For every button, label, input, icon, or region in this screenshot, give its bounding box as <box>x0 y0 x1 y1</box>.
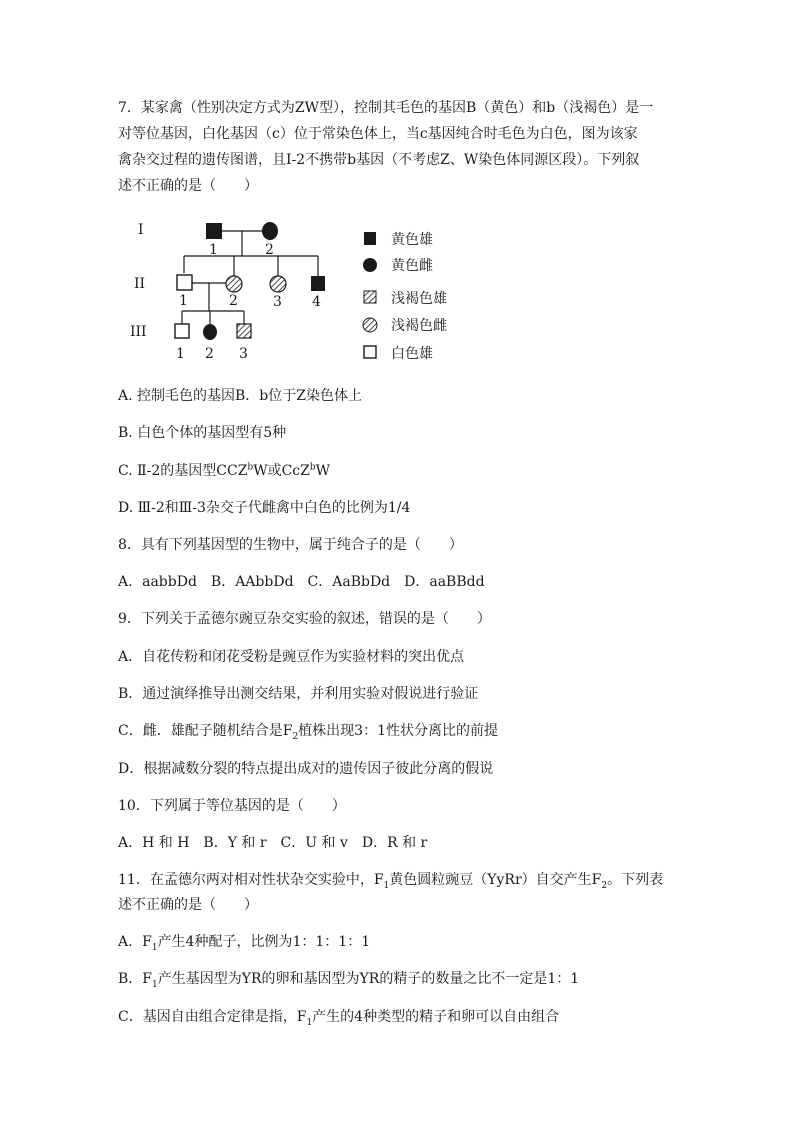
generation-label-1: I <box>138 222 144 238</box>
question-7-stem <box>118 95 678 199</box>
legend-symbol-light-brown-female <box>363 318 377 332</box>
gen2-female-light-brown <box>270 276 286 292</box>
superscript: b <box>247 462 254 473</box>
gen2-male-yellow <box>311 276 325 291</box>
superscript: b <box>309 462 316 473</box>
question-9-stem: 9．下列关于孟德尔豌豆杂交实验的叙述，错误的是（ ） <box>118 611 491 627</box>
question-9-option-b: B．通过演绎推导出测交结果，并利用实验对假说进行验证 <box>118 686 479 702</box>
gen2-number: 2 <box>229 293 238 309</box>
option-text: 植株出现3：1性状分离比的前提 <box>298 723 498 739</box>
subscript: 1 <box>152 979 158 990</box>
question-8-stem: 8．具有下列基因型的生物中，属于纯合子的是（ ） <box>118 537 463 553</box>
stem-text: 。下列表 <box>607 872 664 888</box>
stem-text: 黄色圆粒豌豆（YyRr）自交产生F <box>389 872 602 888</box>
subscript: 1 <box>306 1017 313 1028</box>
gen3-number: 1 <box>176 346 185 362</box>
question-7-line: 对等位基因，白化基因（c）位于常染色体上，当c基因纯合时毛色为白色，图为该家 <box>118 126 638 142</box>
question-11-option-b <box>118 970 579 988</box>
gen1-male-yellow <box>206 223 222 239</box>
legend-symbol-white-male <box>364 346 376 358</box>
option-text: C．雌．雄配子随机结合是F <box>118 723 293 739</box>
question-9-option-a: A．自花传粉和闭花受粉是豌豆作为实验材料的突出优点 <box>118 649 465 665</box>
legend-label: 白色雄 <box>391 346 433 362</box>
legend-label: 黄色雌 <box>391 258 433 274</box>
question-11-option-a <box>118 933 370 951</box>
option-text: W或CcZ <box>253 463 310 479</box>
pedigree-chart <box>118 208 478 368</box>
question-9-option-d: D．根据减数分裂的特点提出成对的遗传因子彼此分离的假说 <box>118 761 494 777</box>
gen2-male-white <box>177 275 192 290</box>
option-text: 产生的4种类型的精子和卵可以自由组合 <box>312 1009 560 1025</box>
question-7-line: 7．某家禽（性别决定方式为ZW型），控制其毛色的基因B（黄色）和b（浅褐色）是一 <box>118 100 654 116</box>
question-10-options: A．H 和 H B．Y 和 r C．U 和 v D．R 和 r <box>118 835 428 851</box>
option-text: A．F <box>118 934 152 950</box>
question-7-line: 禽杂交过程的遗传图谱，且Ⅰ-2不携带b基因（不考虑Z、W染色体同源区段）。下列叙 <box>118 152 640 168</box>
question-10-stem: 10．下列属于等位基因的是（ ） <box>118 798 346 814</box>
generation-label-3: III <box>130 324 147 340</box>
question-8-options: A．aabbDd B．AAbbDd C．AaBbDd D．aaBBdd <box>118 574 485 590</box>
question-7-option-d: D. Ⅲ-2和Ⅲ-3杂交子代雌禽中白色的比例为1/4 <box>118 500 411 516</box>
legend-label: 浅褐色雄 <box>391 291 447 307</box>
stem-text: 11．在孟德尔两对相对性状杂交实验中，F <box>118 872 384 888</box>
subscript: 2 <box>292 731 299 742</box>
legend-label: 黄色雄 <box>391 232 433 248</box>
gen1-number: 2 <box>265 242 274 258</box>
question-11-stem-line-1 <box>118 871 663 889</box>
generation-label-2: II <box>134 276 146 292</box>
legend-symbol-light-brown-male <box>364 291 376 303</box>
subscript: 2 <box>601 880 608 891</box>
question-9-option-c <box>118 722 498 740</box>
gen1-female-yellow <box>262 222 278 240</box>
gen2-number: 1 <box>179 293 188 309</box>
legend-symbol-yellow-male <box>364 232 376 245</box>
gen2-number: 4 <box>312 294 321 310</box>
option-text: B．F <box>118 971 153 987</box>
gen3-female-yellow <box>203 324 217 340</box>
question-7-option-b: B. 白色个体的基因型有5种 <box>118 425 287 441</box>
gen2-female-light-brown <box>226 276 242 292</box>
gen3-male-light-brown <box>237 324 251 338</box>
subscript: 1 <box>151 942 158 953</box>
gen3-number: 2 <box>205 346 214 362</box>
question-7-line: 述不正确的是（ ） <box>118 178 258 194</box>
gen1-number: 1 <box>209 242 218 258</box>
gen2-number: 3 <box>273 294 282 310</box>
option-text: 产生基因型为YR的卵和基因型为YR的精子的数量之比不一定是1：1 <box>157 971 580 987</box>
pedigree-lines <box>182 231 318 324</box>
option-text: C. Ⅱ-2的基因型CCZ <box>118 463 248 479</box>
option-text: W <box>315 463 331 479</box>
question-7-option-c <box>118 462 330 480</box>
gen3-number: 3 <box>239 346 248 362</box>
question-11-stem-line-2: 述不正确的是（ ） <box>118 897 258 913</box>
option-text: C．基因自由组合定律是指，F <box>118 1009 307 1025</box>
option-text: 产生4种配子，比例为1：1：1：1 <box>157 934 371 950</box>
question-11-option-c <box>118 1008 559 1026</box>
legend-symbol-yellow-female <box>363 258 377 272</box>
subscript: 1 <box>383 880 390 891</box>
legend-label: 浅褐色雌 <box>391 318 447 334</box>
gen3-male-white <box>175 324 189 338</box>
question-7-option-a: A. 控制毛色的基因B．b位于Z染色体上 <box>118 388 362 404</box>
